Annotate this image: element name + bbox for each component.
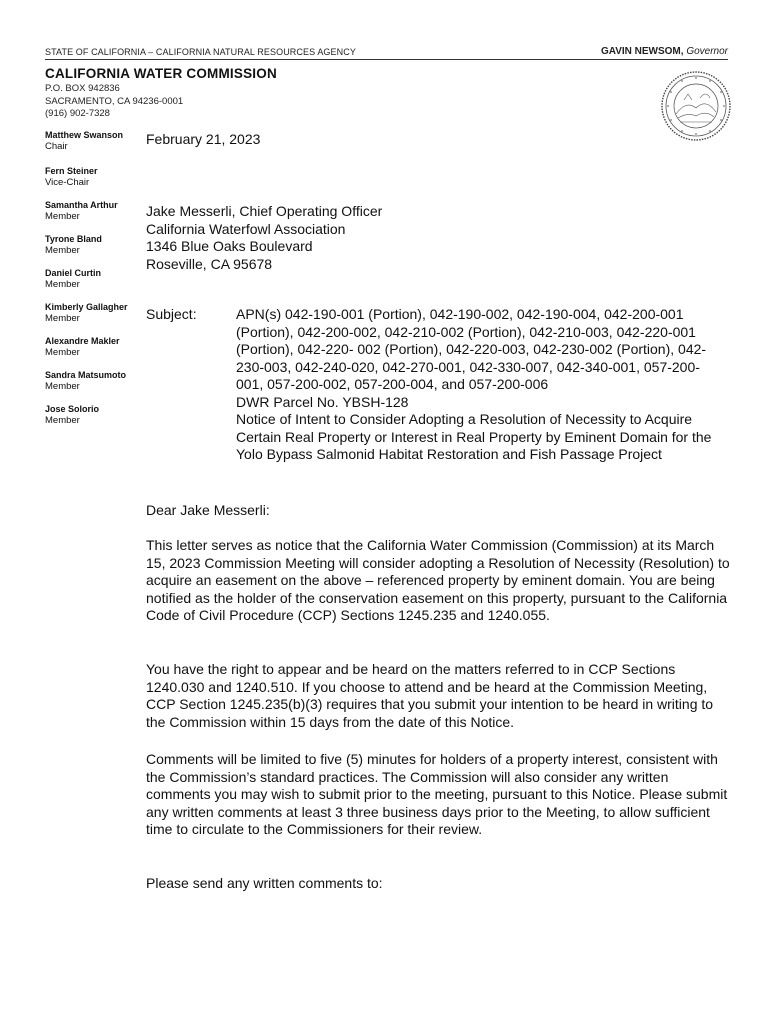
subject-block bbox=[236, 306, 726, 464]
body-paragraph: Please send any written comments to: bbox=[146, 875, 383, 891]
body-paragraph: Comments will be limited to five (5) minutes for holders of a property interest, consistent with the Commission’s standard practices. The Commission will also consider any written comments you may wish to submit prior to the meeting, pursuant to this Notice. Please submit any written comments at least 3 three business days prior to the Meeting, to allow sufficient time to circulate to the Commissioners for their review. bbox=[146, 751, 728, 837]
letter-date: February 21, 2023 bbox=[146, 131, 261, 147]
governor-title: Governor bbox=[686, 46, 728, 57]
member-role: Member bbox=[45, 245, 80, 256]
header-divider bbox=[45, 59, 728, 60]
member-role: Vice-Chair bbox=[45, 177, 90, 188]
governor-name: GAVIN NEWSOM, bbox=[600, 46, 684, 57]
subject-label: Subject: bbox=[146, 306, 197, 322]
member-name: Daniel Curtin bbox=[45, 268, 102, 278]
member-role: Member bbox=[45, 415, 80, 426]
body-paragraph: This letter serves as notice that the California Water Commission (Commission) at its March 15, 2023 Commission Meeting will consider adopting a Resolution of Necessity (Resolution) to acquire an easement on the above – referenced property by eminent domain. You are being notified as the holder of the conservation easement on this property, pursuant to the California Code of Civil Procedure (CCP) Sections 1245.235 and 1240.055. bbox=[146, 537, 730, 623]
address-line: SACRAMENTO, CA 94236-0001 bbox=[45, 95, 184, 107]
member-role: Member bbox=[45, 381, 80, 392]
recipient-line: Roseville, CA 95678 bbox=[146, 255, 273, 272]
governor-line bbox=[601, 46, 728, 57]
member-name: Jose Solorio bbox=[45, 404, 100, 414]
member-role: Member bbox=[45, 211, 80, 222]
body-paragraph: You have the right to appear and be heard on the matters referred to in CCP Sections 1240.030 and 1240.510. If you choose to attend and be heard at the Commission Meeting, CCP Section 1245.235(b)(3) requires that you submit your intention to be heard in writing to the Commission within 15 days from the date of this Notice. bbox=[146, 661, 714, 730]
address-line: (916) 902-7328 bbox=[45, 108, 110, 119]
address-line: P.O. BOX 942836 bbox=[45, 83, 120, 94]
recipient-address bbox=[146, 203, 731, 273]
roster-entry bbox=[45, 130, 123, 153]
agency-line: STATE OF CALIFORNIA – CALIFORNIA NATURAL RESOURCES AGENCY bbox=[45, 47, 356, 57]
organization-address bbox=[45, 83, 183, 121]
member-role: Member bbox=[45, 279, 80, 290]
roster-entry bbox=[45, 370, 126, 393]
recipient-line: Jake Messerli, Chief Operating Officer bbox=[146, 203, 383, 219]
roster-entry bbox=[45, 336, 120, 359]
roster-entry bbox=[45, 302, 128, 325]
member-role: Chair bbox=[45, 141, 68, 152]
member-role: Member bbox=[45, 313, 80, 324]
salutation: Dear Jake Messerli: bbox=[146, 502, 270, 518]
recipient-line: California Waterfowl Association bbox=[146, 220, 346, 237]
member-role: Member bbox=[45, 347, 80, 358]
member-name: Alexandre Makler bbox=[45, 336, 120, 346]
member-name: Sandra Matsumoto bbox=[45, 370, 127, 380]
subject-apn-list: APN(s) 042-190-001 (Portion), 042-190-002, 042-190-004, 042-200-001 (Portion), 042-200-002, 042-210-002 (Portion), 042-210-003, 042-220-001 (Portion), 042-220- 002 (Portion), 042-220-003, 042-230-002 (Portion), 042-230-003, 042-240-020, 042-270-001, 042-330-007, 042-340-001, 057-200-001, 057-200-002, 057-200-004, and 057-200-006 bbox=[236, 306, 707, 392]
member-name: Tyrone Bland bbox=[45, 234, 102, 244]
subject-notice-title: Notice of Intent to Consider Adopting a Resolution of Necessity to Acquire Certain Real Property or Interest in Real Property by Eminent Domain for the Yolo Bypass Salmonid Habitat Restoration and Fish Passage Project bbox=[236, 411, 712, 462]
roster-entry bbox=[45, 200, 118, 223]
subject-parcel-number: DWR Parcel No. YBSH-128 bbox=[236, 393, 409, 410]
roster-entry bbox=[45, 234, 102, 257]
member-name: Samantha Arthur bbox=[45, 200, 118, 210]
organization-name: CALIFORNIA WATER COMMISSION bbox=[45, 66, 277, 81]
member-name: Matthew Swanson bbox=[45, 130, 124, 140]
member-name: Fern Steiner bbox=[45, 166, 98, 176]
member-name: Kimberly Gallagher bbox=[45, 302, 128, 312]
recipient-line: 1346 Blue Oaks Boulevard bbox=[146, 238, 313, 254]
roster-entry bbox=[45, 404, 99, 427]
roster-entry bbox=[45, 166, 98, 189]
roster-entry bbox=[45, 268, 101, 291]
